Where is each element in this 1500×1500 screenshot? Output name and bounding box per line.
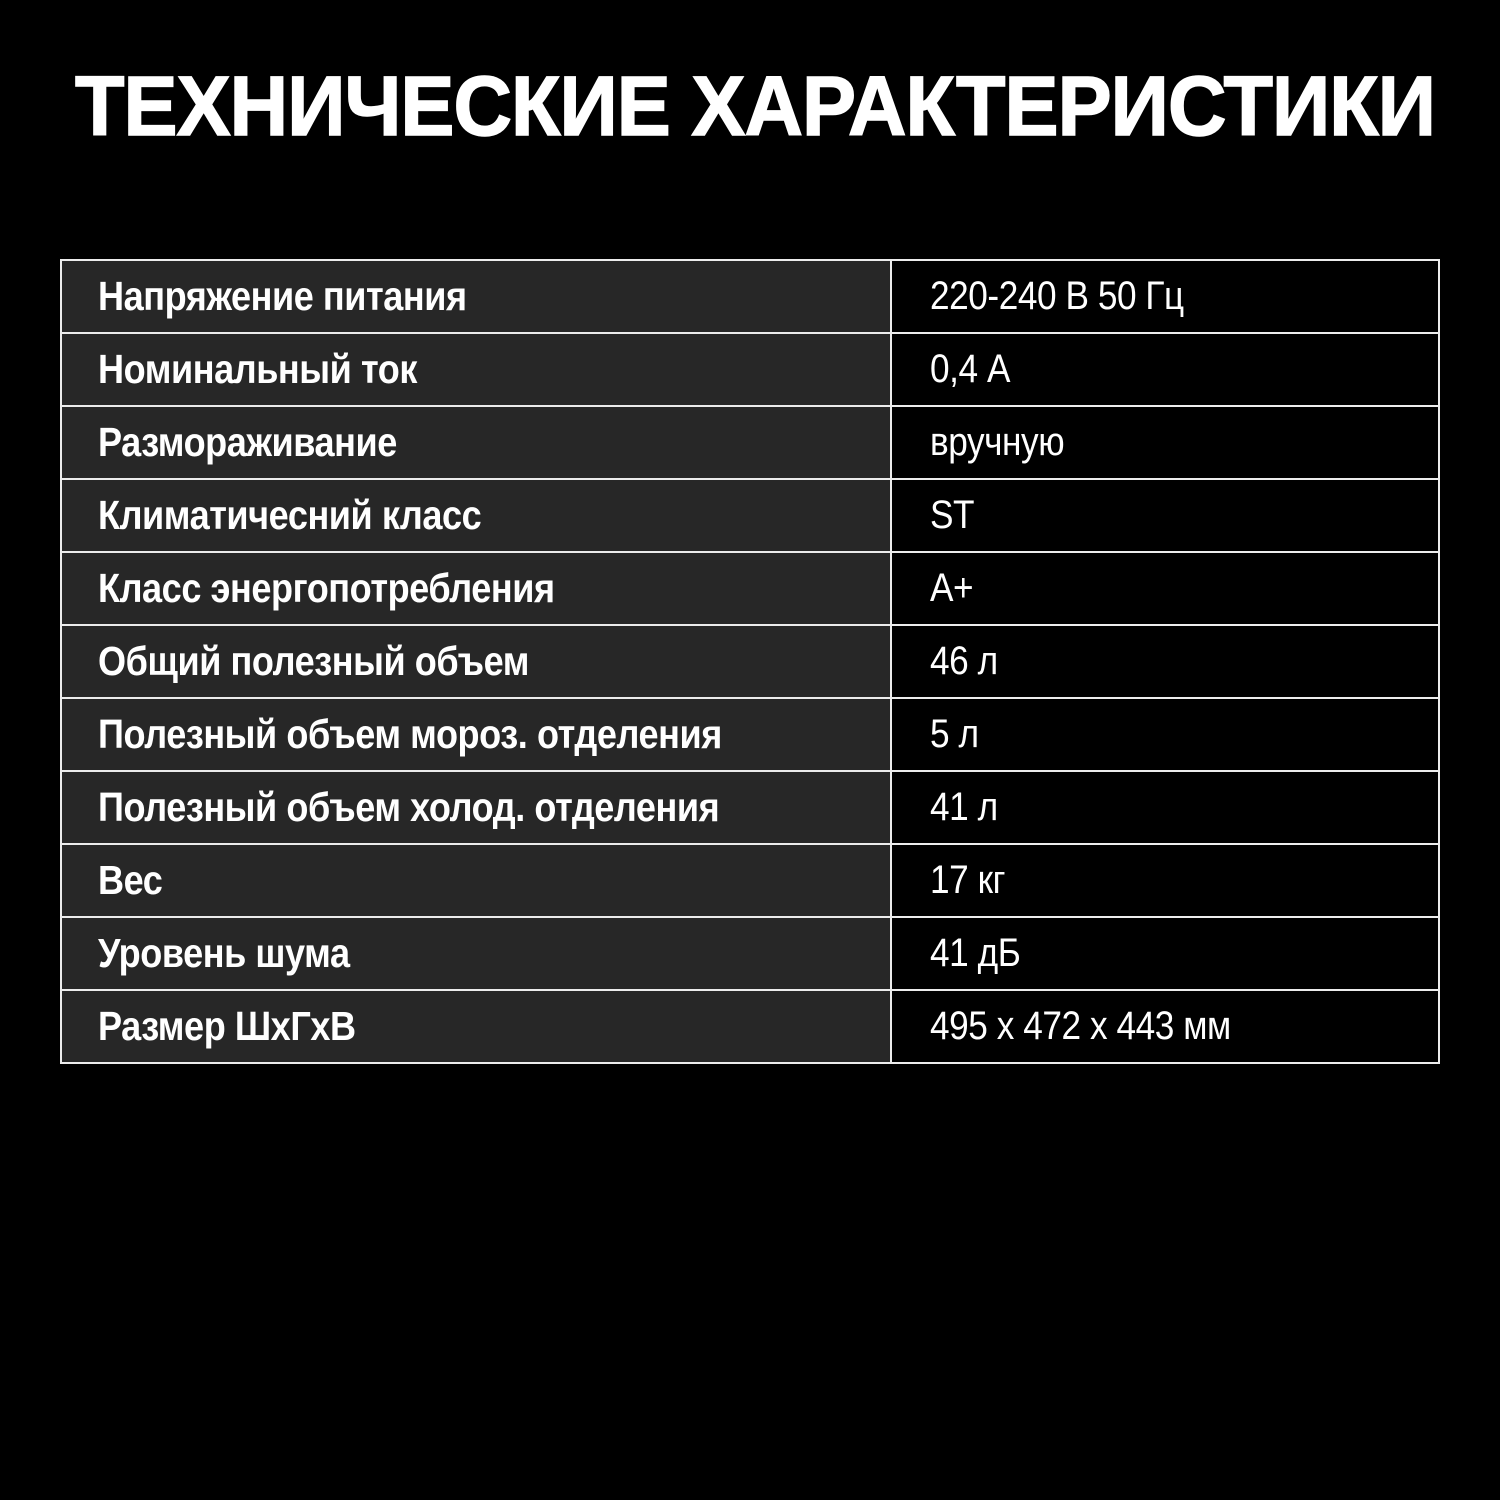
table-row: [61, 479, 1439, 552]
spec-label-cell: [61, 406, 891, 479]
spec-label-cell: [61, 990, 891, 1063]
spec-value: 5 л: [930, 712, 979, 756]
spec-label-cell: [61, 260, 891, 333]
spec-label: Общий полезный объем: [98, 638, 530, 684]
spec-value: 41 дБ: [930, 931, 1021, 975]
spec-label-cell: [61, 333, 891, 406]
spec-label: Размер ШхГхВ: [98, 1003, 356, 1049]
spec-value-cell: [891, 260, 1439, 333]
page-title-text: ТЕХНИЧЕСКИЕ ХАРАКТЕРИСТИКИ: [75, 59, 1435, 153]
spec-value-cell: [891, 625, 1439, 698]
spec-value: 41 л: [930, 785, 998, 829]
spec-label: Климатичесний класс: [98, 492, 482, 538]
spec-value: 46 л: [930, 639, 998, 683]
spec-label: Вес: [98, 857, 163, 903]
table-row: [61, 844, 1439, 917]
table-row: [61, 771, 1439, 844]
spec-value: ST: [930, 493, 975, 537]
spec-table-body: [61, 260, 1439, 1063]
spec-value-cell: [891, 479, 1439, 552]
table-row: [61, 990, 1439, 1063]
spec-value-cell: [891, 698, 1439, 771]
spec-label-cell: [61, 917, 891, 990]
spec-value-cell: [891, 333, 1439, 406]
spec-value: 0,4 А: [930, 347, 1010, 391]
spec-value: 220-240 В 50 Гц: [930, 274, 1184, 318]
spec-value: вручную: [930, 420, 1065, 464]
spec-value-cell: [891, 917, 1439, 990]
spec-label-cell: [61, 844, 891, 917]
spec-label-cell: [61, 625, 891, 698]
page-title: [75, 59, 1485, 153]
spec-value: А+: [930, 566, 974, 610]
table-row: [61, 625, 1439, 698]
spec-value-cell: [891, 844, 1439, 917]
spec-label: Полезный объем мороз. отделения: [98, 711, 722, 757]
table-row: [61, 333, 1439, 406]
spec-label: Полезный объем холод. отделения: [98, 784, 720, 830]
spec-table: [60, 259, 1440, 1064]
spec-label: Размораживание: [98, 419, 397, 465]
spec-value-cell: [891, 990, 1439, 1063]
spec-label-cell: [61, 698, 891, 771]
table-row: [61, 260, 1439, 333]
spec-label: Напряжение питания: [98, 273, 467, 319]
spec-label-cell: [61, 552, 891, 625]
spec-label-cell: [61, 771, 891, 844]
spec-value-cell: [891, 552, 1439, 625]
spec-label: Номинальный ток: [98, 346, 417, 392]
spec-label: Уровень шума: [98, 930, 350, 976]
table-row: [61, 406, 1439, 479]
spec-label-cell: [61, 479, 891, 552]
spec-value: 17 кг: [930, 858, 1005, 902]
table-row: [61, 917, 1439, 990]
table-row: [61, 552, 1439, 625]
spec-label: Класс энергопотребления: [98, 565, 555, 611]
spec-value-cell: [891, 406, 1439, 479]
spec-value: 495 х 472 х 443 мм: [930, 1004, 1231, 1048]
spec-value-cell: [891, 771, 1439, 844]
table-row: [61, 698, 1439, 771]
